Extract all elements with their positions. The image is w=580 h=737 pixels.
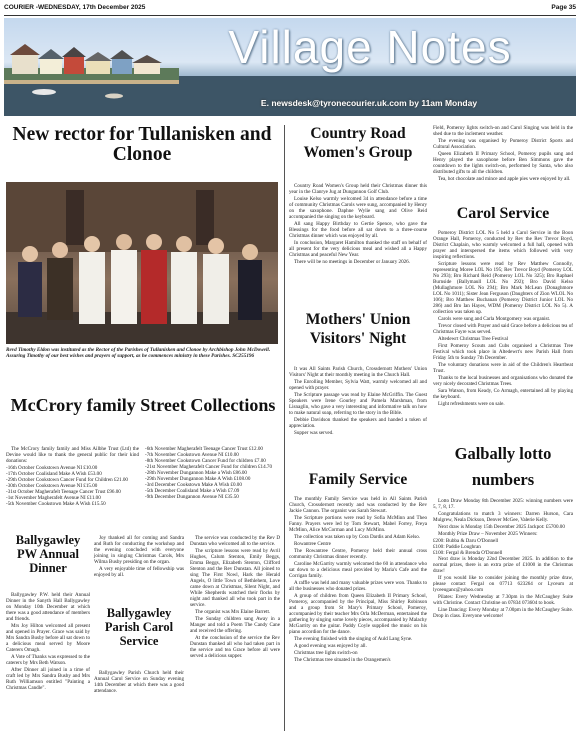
list-item: -16th October Cookstown Avenue NI £10.00 — [6, 465, 98, 471]
paragraph: Debbie Davidson thanked the speakers and handed a token of appreciation. — [289, 417, 427, 429]
paragraph: Monthly Prize Draw – November 2025 Winners: — [438, 531, 538, 537]
paragraph: Field, Pomeroy lights switch-on and Carol Singing was held in the shed due to the inclement weather. — [433, 125, 573, 137]
list-item: -5th December Coalisland Make a Wish £7.09 — [145, 488, 240, 494]
village-notes-banner — [4, 18, 576, 116]
paragraph: The monthly Family Service was held in All Saints Parish Church, Crossdernott recently and was conducted by the Rev Jackie Cannon. The organist was Sarah Stewart. — [289, 496, 427, 514]
issue-date: COURIER -WEDNESDAY, 17th December 2025 — [4, 4, 146, 11]
paragraph: After Dinner all joined in a time of craft led by Mrs Sandra Busby and Mrs Ruth Williamson entitled "Painting a Christmas Candle". — [6, 667, 90, 691]
lights-switch-on-article — [433, 125, 573, 183]
paragraph: The Rowantree Centre, Pomeroy held their annual cross community Christmas dinner recently. — [289, 548, 427, 560]
clergy-group-image — [6, 182, 278, 344]
paragraph: A Vote of Thanks was expressed to the caterers by Mrs Beth Watson. — [6, 654, 90, 666]
paragraph: The evening finished with the singing of Auld Lang Syne. — [294, 636, 413, 642]
paragraph: It was All Saints Parish Church, Crossdernott Mothers' Union Visitors' Night at their monthly meeting in the Church Hall. — [289, 366, 427, 378]
paragraph: Light refreshments were on sale. — [438, 401, 505, 407]
list-item: -5th November Cookstown Make A Wish £15.50 — [6, 501, 106, 507]
paragraph: Pilates: Every Wednesday at 7.30pm in the McCaughey Suite with Christine. Contact Christine on 07834 073604 to book. — [433, 594, 573, 606]
paragraph: The Scripture passage was read by Elaine McGriffin. The Guest Speakers were Irene Gourley and Pamela Marshman, from Lisnaglin, who gave a very interesting and informative talk on how to make natural soap, referring to the story in the Bible. — [289, 392, 427, 416]
list-item: -30th October Cookstown Avenue NI £15.00 — [6, 483, 98, 489]
paragraph: At the conclusion of the service the Rev Dunstan thanked all who had taken part in the service and tea Grace before all were served a delicious supper. — [190, 635, 280, 659]
paragraph: Ballygawley Parish Church held their Annual Carol Service on Sunday evening 14th December at which there was a good attendance. — [94, 670, 184, 694]
subheading: Christmas tree lights switch-on — [294, 650, 358, 656]
list-item: -6th November Magherafelt Teenage Cancer Trust £12.00 — [145, 446, 263, 452]
paragraph: Thanks to the local businesses and organisations who donated the very nicely decorated Christmas Trees. — [433, 375, 573, 387]
banner-title: Village Notes — [228, 21, 512, 73]
lotto-headline: Galbally lotto numbers — [454, 444, 552, 489]
list-item: -7th November Cookstown Avenue NI £10.00 — [145, 452, 239, 458]
parish-article — [94, 670, 184, 695]
list-item: -31st October Magherafelt Teenage Cancer Trust £96.00 — [6, 489, 121, 495]
page-number: Page 35 — [551, 4, 576, 11]
paragraph: The Enrolling Member, Sylvia Watt, warmly welcomed all and opened with prayer. — [289, 379, 427, 391]
paragraph: The Sunday children sang Away in a Manger and told a Poem The Candy Cane and received the offering. — [190, 616, 280, 634]
list-item: £200: Bubba & Daru O'Donnell — [433, 538, 499, 544]
mccrory-list-right — [145, 446, 278, 500]
paragraph: A very enjoyable time of fellowship was enjoyed by all. — [94, 566, 184, 578]
paragraph: Lotto Draw Monday 8th December 2025: winning numbers were 5, 7, 8, 17. — [433, 498, 573, 510]
paragraph: All sang Happy Birthday to Gertie Spence, who gave the Blessings for the food before all sat down to a three-course Christmas dinner which was enjoyed by all. — [289, 221, 427, 239]
paragraph: There will be no meetings in December or January 2026. — [294, 259, 410, 265]
subheading: Rowantree Centre — [294, 541, 331, 547]
list-item: -9th December Dungannon Avenue NI £35.50 — [145, 494, 239, 500]
subheading: Altedewrt Christmas Tree Festival — [438, 336, 509, 342]
list-item: £100: Fergal & Brenda O'Donnell — [433, 550, 503, 556]
list-item: -17th October Coalisland Make A Wish £53.00 — [6, 471, 102, 477]
pw-article — [6, 592, 90, 692]
paragraph: Louise Kelso warmly welcomed 34 in attendance before a time of community Christmas Carols were sung, accompanied by Henry on the saxophone. Daphne Wylie sang and Olive Reid accompanied the singing on the keyboard. — [289, 196, 427, 220]
mothers-union-article — [289, 366, 427, 437]
paragraph: A raffle was held and many valuable prizes were won. Thanks to all the businesses who donated prizes. — [289, 580, 427, 592]
paragraph: Next draw is Monday 22nd December 2025. In addition to the normal prizes, there is an extra prize of £1000 in the Christmas draw! — [433, 556, 573, 574]
paragraph: Supper was served. — [294, 430, 334, 436]
mccrory-list-left — [6, 446, 139, 507]
paragraph: Trevor closed with Prayer and said Grace before a delicious tea of Christmas Fayre was served. — [433, 323, 573, 335]
country-road-headline: Country Road Women's Group — [303, 125, 413, 161]
column-divider — [284, 125, 285, 731]
paragraph: The evening was organised by Pomeroy District Sports and Cultural Association. — [433, 138, 573, 150]
family-service-headline: Family Service — [308, 471, 408, 488]
paragraph: The Christmas tree situated in the Orangemen's — [294, 657, 391, 663]
list-item: -29th November Dungannon Make A Wish £108.00 — [145, 476, 251, 482]
paragraph: Joy thanked all for coming and Sandra and Ruth for conducting the workshop and the evening concluded with everyone joining in singing Christmas Carols, Mrs Wilma Busby presiding on the organ. — [94, 535, 184, 565]
paragraph: Scripture lessons were read by Rev Matthew Connolly, representing Moree LOL No 195; Rev Trevor Boyd (Pomeroy LOL No 293); Bro Richard Reid (Pomeroy LOL No 325); Bro Raphael Burnside (Ballymaull LOL No 292); Bro David Kelso (Mullaghmore LOL No 294); Bro Mark McLean (Donaghmore LOL No 1011); Sister Jean Ferguson (Daughters of Zion WLOL No 106); Bro Matthew Buchanan (Pomeroy District Junior LOL No 286) and Bro Ian Hayes, WDM (Pomeroy District LOL No 5). A collection was taken up. — [433, 261, 573, 315]
list-item: The McCrory family family and Miss Ailbhe Trust (Ltd) the Devine would like to thank the general public for their kind donations: — [6, 446, 139, 464]
pw-headline: Ballygawley PW Annual Dinner — [15, 533, 81, 575]
paragraph: If you would like to consider joining the monthly prize draw, please contact Fergal on 07713 623264 or Lyceum at lyceeuganc@yahoo.com — [433, 575, 573, 593]
paragraph: Country Road Women's Group held their Christmas dinner this year in the Clanrye Jug at Dungannon Golf Club. — [289, 183, 427, 195]
mccrory-headline: McCrory family Street Collections — [10, 395, 276, 415]
paragraph: In conclusion, Margaret Hamilton thanked the staff on behalf of all present for the very delicious meal and wished all a Happy Christmas and peaceful New Year. — [289, 240, 427, 258]
paragraph: The service was conducted by the Rev D Dunstan who welcomed all to the service. — [190, 535, 280, 547]
paragraph: Queen Elizabeth II Primary School, Pomeroy pupils sang and Henry played the saxophone before Ben Simmons gave the countdown to the lights switch-on, performed by Santa, who also distributed gifts to all the children. — [433, 151, 573, 175]
paragraph: Tea, hot chocolate and mince and apple pies were enjoyed by all. — [438, 176, 571, 182]
list-item: -28th November Dungannon Make a Wish £86.00 — [145, 470, 247, 476]
pw-article-cont — [94, 535, 184, 579]
paragraph: A group of children from Queen Elizabeth II Primary School, Pomeroy, accompanied by the Principal, Miss Shirley Robinson and a group from St Mary's Primary School, Pomeroy, accompanied by their teacher Mrs Orla McDerman, entertained the gathering by singing some lovely pieces, accompanied by Malachy McGarrity on the guitar. Paddy Coyle supplied the music on his piano accordion for the dance. — [289, 593, 427, 635]
banner-email: E. newsdesk@tyronecourier.uk.com by 11am Monday — [260, 98, 478, 108]
mothers-union-headline: Mothers' Union Visitors' Night — [305, 311, 411, 347]
country-road-article — [289, 183, 427, 266]
paragraph: Sara Watson, from Keady, Co Armagh, entertained all by playing the keyboard. — [433, 388, 573, 400]
list-item: -1st November Magherafelt Avenue NI £11.00 — [6, 495, 101, 501]
paragraph: First Pomeroy Scouts and Cubs organised a Christmas Tree Festival which took place in Altedewrt's new Parish Hall from Friday 5th to Sunday 7th December. — [433, 343, 573, 361]
paragraph: The Scripture portions were read by Sofia McMinn and Theo Fanny. Prayers were led by Tom Stewart, Mabel Forrey, Freya McMinn, Alice McCorman and Lucy McMinn. — [289, 515, 427, 533]
paragraph: Mrs Joy Hilton welcomed all present and opened in Prayer. Grace was said by Mrs Sandra Busby before all sat down to a delicious meal served by Moore Caterers Omagh. — [6, 623, 90, 653]
family-service-article — [289, 496, 427, 664]
paragraph: A good evening was enjoyed by all. — [294, 643, 367, 649]
list-item: -3rd December Cookstown Make A Wish £0.00 — [145, 482, 242, 488]
parish-headline: Ballygawley Parish Carol Service — [104, 606, 174, 648]
list-item: -29th October Cookstown Cancer Fund for Children £21.00 — [6, 477, 128, 483]
list-item: -8th November Cookstown Cancer Fund for children £7.00 — [145, 458, 266, 464]
paragraph: Next draw is Monday 15th December 2025 Jackpot: £5700.00 — [438, 524, 565, 530]
paragraph: Congratulations to match 3 winners: Darren Hurson, Cara Mulgrew, Neala Dickson, Denver McGee, Valerie Kelly. — [433, 511, 573, 523]
parish-article-cont — [190, 535, 280, 660]
paragraph: Ballygawley P.W. held their Annual Dinner in the Sanyth Hall Ballygawley on Monday 10th December at which there was a good attendance of members and friends. — [6, 592, 90, 622]
paragraph: The scripture lessons were read by Avril Hughes, Calum Stenton, Emily Beggs, Emma Beggs, Elizabeth Stenton, Clifford Stenton and the Rev Dunstan. All joined to sing The First Nowl, Hark the Herald Angels, O little Town of Bethlehem, Love came down at Christmas, Silent Night, and While Shepherds watched their flocks by night and thanked all who took part in the service. — [190, 548, 280, 608]
paragraph: Carols were sung and Carla Montgomery was organist. — [438, 316, 551, 322]
clergy-photo — [6, 182, 278, 344]
paragraph: Caroline McGarrity warmly welcomed the 60 in attendance who sat down to a delicious meal provided by Maria's Cafe and the Corrigan family. — [289, 561, 427, 579]
list-item: £100: Paddie Loughran — [433, 544, 481, 550]
page-header — [4, 4, 576, 16]
carol-service-article — [433, 230, 573, 408]
rector-caption: Revd Timothy Eldon was instituted as the Rector of the Parishes of Tullanisken and Clonoe by Archbishop John McDowell. Assuring Timothy of our best wishes and prayers of support, as he commences ministry in these Parishes. SC255196 — [6, 347, 271, 359]
carol-service-headline: Carol Service — [456, 205, 550, 222]
rector-headline: New rector for Tullanisken and Clonoe — [12, 124, 272, 166]
lotto-article — [433, 498, 573, 620]
paragraph: Line Dancing: Every Monday at 7.00pm in the McCaughey Suite. Drop in class. Everyone welcome! — [433, 607, 573, 619]
paragraph: The organist was Mrs Elaine Barrett. — [195, 609, 271, 615]
paragraph: The voluntary donations were in aid of the Children's Heartbeat Trust. — [433, 362, 573, 374]
paragraph: The collection was taken up by Cora Dardis and Adam Kelso. — [294, 534, 421, 540]
list-item: -21st November Magherafelt Cancer Fund for children £14.70 — [145, 464, 273, 470]
paragraph: Pomeroy District LOL No 5 held a Carol Service in the Boon Orange Hall, Pomeroy, conducted by Rev the Rev Trevor Boyd, District Chaplain, who warmly welcomed a full hall, opened with prayer and interspersed the items which followed with very inspiring reflections. — [433, 230, 573, 260]
